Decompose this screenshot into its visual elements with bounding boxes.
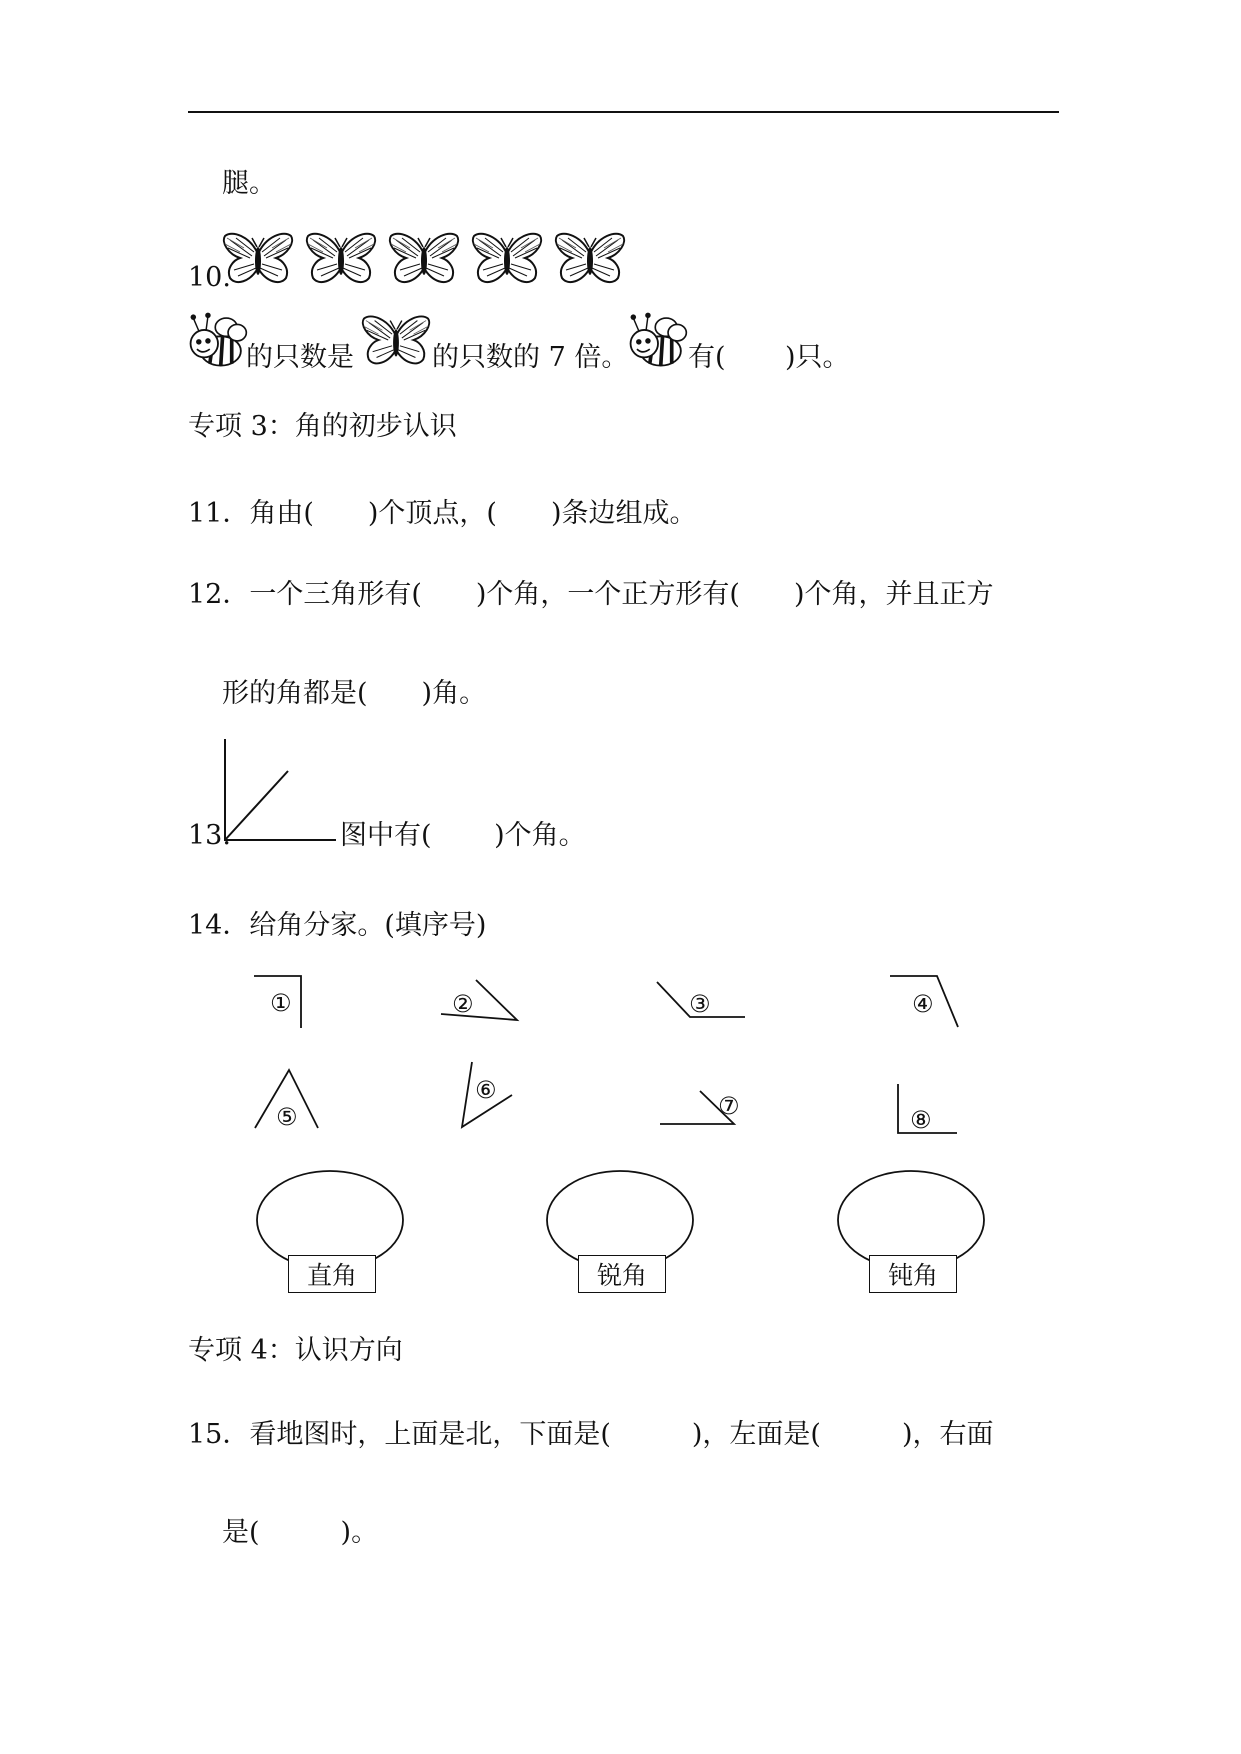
category-obtuse-angle: 钝角	[869, 1255, 957, 1293]
q13-text: 图中有( )个角。	[340, 820, 586, 851]
question-12-line1: 12．一个三角形有( )个角，一个正方形有( )个角，并且正方	[188, 579, 994, 610]
angle-5-label: ⑤	[276, 1103, 298, 1131]
angle-7-label: ⑦	[718, 1092, 740, 1120]
leg-tail-text: 腿。	[222, 168, 276, 199]
angle-1-label: ①	[270, 989, 292, 1017]
question-15-line1: 15．看地图时，上面是北，下面是( )，左面是( )，右面	[188, 1419, 994, 1450]
angle-4-label: ④	[912, 990, 934, 1018]
category-acute-angle: 锐角	[578, 1255, 666, 1293]
category-right-angle: 直角	[288, 1255, 376, 1293]
q10-text-part4: )只。	[785, 342, 850, 373]
angle-2-label: ②	[452, 990, 474, 1018]
q10-text-part2: 的只数的 7 倍。	[432, 342, 629, 373]
question-11: 11．角由( )个顶点，( )条边组成。	[188, 498, 697, 529]
q10-text-part1: 的只数是	[246, 342, 354, 373]
q10-number: 10.	[188, 262, 231, 293]
section-4-heading: 专项 4：认识方向	[188, 1335, 403, 1366]
angle-3-label: ③	[689, 990, 711, 1018]
question-12-line2: 形的角都是( )角。	[222, 678, 487, 709]
section-3-heading: 专项 3：角的初步认识	[188, 411, 457, 442]
question-15-line2: 是( )。	[222, 1517, 379, 1548]
q13-number: 13.	[188, 820, 231, 851]
angle-6-label: ⑥	[475, 1076, 497, 1104]
angle-8-label: ⑧	[910, 1106, 932, 1134]
question-14: 14．给角分家。(填序号)	[188, 910, 487, 941]
q10-text-part3: 有(	[688, 342, 726, 373]
